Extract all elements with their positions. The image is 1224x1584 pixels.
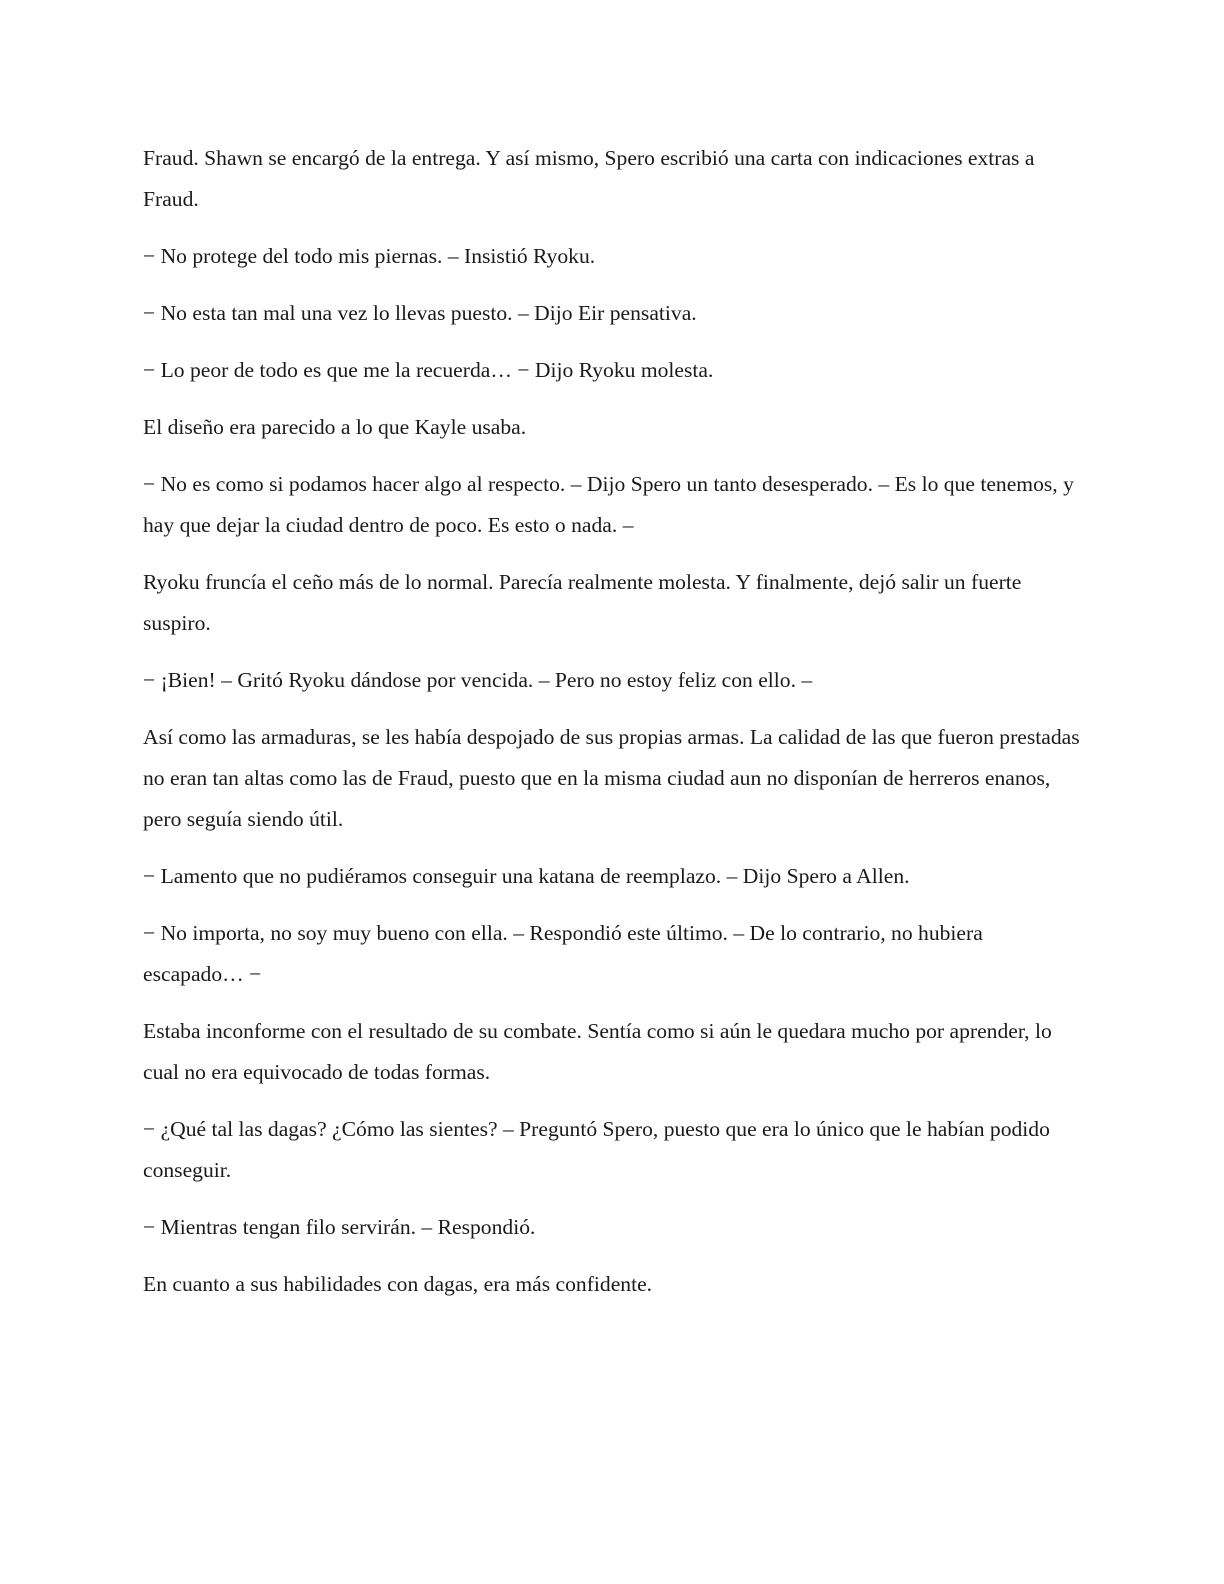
paragraph-13: − ¿Qué tal las dagas? ¿Cómo las sientes? – Preguntó Spero, puesto que era lo único que le habían podido conseguir. xyxy=(143,1117,1050,1182)
paragraph-3: − No esta tan mal una vez lo llevas puesto. – Dijo Eir pensativa. xyxy=(143,301,697,325)
paragraph-12: Estaba inconforme con el resultado de su combate. Sentía como si aún le quedara mucho por aprender, lo cual no era equivocado de todas formas. xyxy=(143,1019,1052,1084)
paragraph-7: Ryoku fruncía el ceño más de lo normal. Parecía realmente molesta. Y finalmente, dejó salir un fuerte suspiro. xyxy=(143,570,1022,635)
paragraph-9: Así como las armaduras, se les había despojado de sus propias armas. La calidad de las que fueron prestadas no eran tan altas como las de Fraud, puesto que en la misma ciudad aun no disponían de herreros enanos, pero seguía siendo útil. xyxy=(143,725,1080,831)
paragraph-11: − No importa, no soy muy bueno con ella. – Respondió este último. – De lo contrario, no hubiera escapado… − xyxy=(143,921,983,986)
paragraph-15: En cuanto a sus habilidades con dagas, era más confidente. xyxy=(143,1272,653,1296)
paragraph-1: Fraud. Shawn se encargó de la entrega. Y así mismo, Spero escribió una carta con indicaciones extras a Fraud. xyxy=(143,146,1035,211)
paragraph-2: − No protege del todo mis piernas. – Insistió Ryoku. xyxy=(143,244,596,268)
paragraph-5: El diseño era parecido a lo que Kayle usaba. xyxy=(143,415,527,439)
paragraph-8: − ¡Bien! – Gritó Ryoku dándose por vencida. – Pero no estoy feliz con ello. – xyxy=(143,668,813,692)
paragraph-14: − Mientras tengan filo servirán. – Respondió. xyxy=(143,1215,536,1239)
document-body xyxy=(143,138,1083,1321)
paragraph-4: − Lo peor de todo es que me la recuerda… − Dijo Ryoku molesta. xyxy=(143,358,714,382)
paragraph-10: − Lamento que no pudiéramos conseguir una katana de reemplazo. – Dijo Spero a Allen. xyxy=(143,864,910,888)
paragraph-6: − No es como si podamos hacer algo al respecto. – Dijo Spero un tanto desesperado. – Es lo que tenemos, y hay que dejar la ciudad dentro de poco. Es esto o nada. – xyxy=(143,472,1074,537)
